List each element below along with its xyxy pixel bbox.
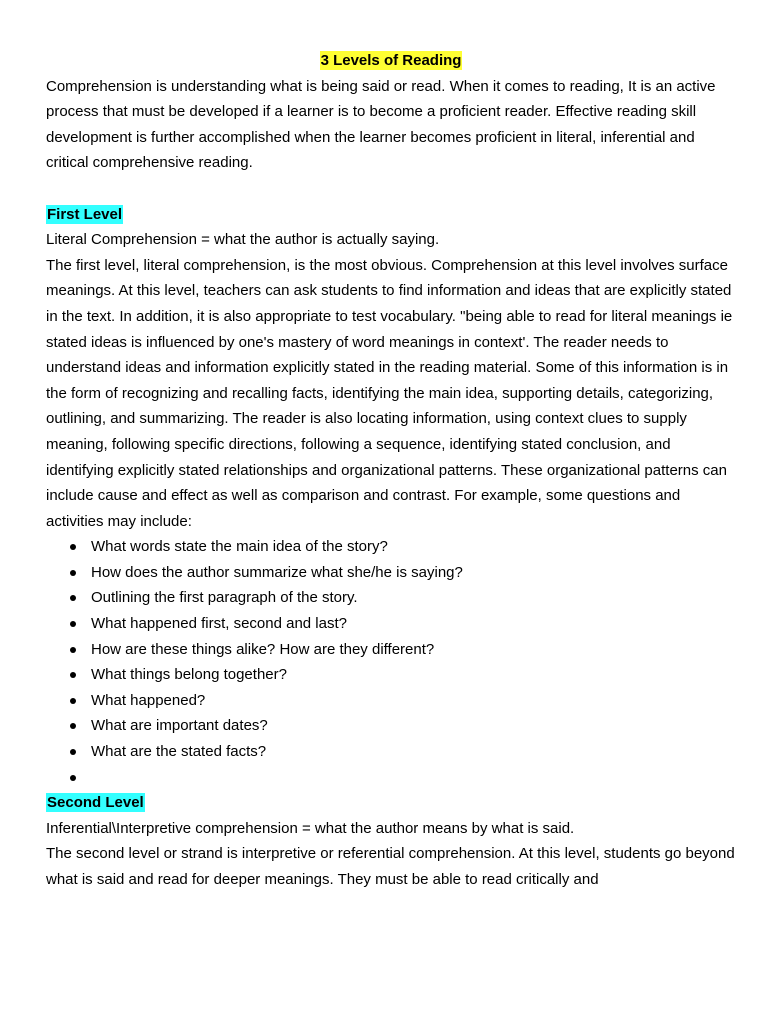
list-item: How does the author summarize what she/he is saying? [70,560,736,586]
first-level-heading: First Level [47,205,123,223]
second-level-heading: Second Level [47,794,144,812]
second-level-body: The second level or strand is interpretive or referential comprehension. At this level, students go beyond what is said and read for deeper meanings. They must be able to read critically and [46,845,735,888]
first-level-question-list [46,534,736,790]
list-item: What happened? [70,688,736,714]
list-item-empty [70,765,736,791]
first-level-heading-block [46,202,736,228]
paragraph-spacer [46,176,736,202]
first-level-definition: Literal Comprehension = what the author is actually saying. [46,231,440,249]
list-item: What are the stated facts? [70,739,736,765]
list-item: What things belong together? [70,662,736,688]
intro-paragraph: Comprehension is understanding what is being said or read. When it comes to reading, It is an active process that must be developed if a learner is to become a proficient reader. Effective reading skill development is further accomplished when the learner becomes proficient in literal, inferential and critical comprehensive reading. [46,77,716,172]
second-level-heading-block [46,790,736,816]
list-item: What words state the main idea of the story? [70,534,736,560]
second-level-definition: Inferential\Interpretive comprehension = what the author means by what is said. [46,819,575,837]
document-title: 3 Levels of Reading [320,52,462,69]
list-item: Outlining the first paragraph of the story. [70,585,736,611]
list-item: What are important dates? [70,713,736,739]
first-level-body: The first level, literal comprehension, is the most obvious. Comprehension at this level involves surface meanings. At this level, teachers can ask students to find information and ideas that are explicitly stated in the text. In addition, it is also appropriate to test vocabulary. "being able to read for literal meanings ie stated ideas is influenced by one's mastery of word meanings in context'. The reader needs to understand ideas and information explicitly stated in the reading material. Some of this information is in the form of recognizing and recalling facts, identifying the main idea, supporting details, categorizing, outlining, and summarizing. The reader is also locating information, using context clues to supply meaning, following specific directions, following a sequence, identifying stated conclusion, and identifying explicitly stated relationships and organizational patterns. These organizational patterns can include cause and effect as well as comparison and contrast. For example, some questions and activities may include: [46,256,733,530]
list-item: What happened first, second and last? [70,611,736,637]
list-item: How are these things alike? How are they different? [70,637,736,663]
title-block [46,48,736,74]
document-page [46,48,736,893]
